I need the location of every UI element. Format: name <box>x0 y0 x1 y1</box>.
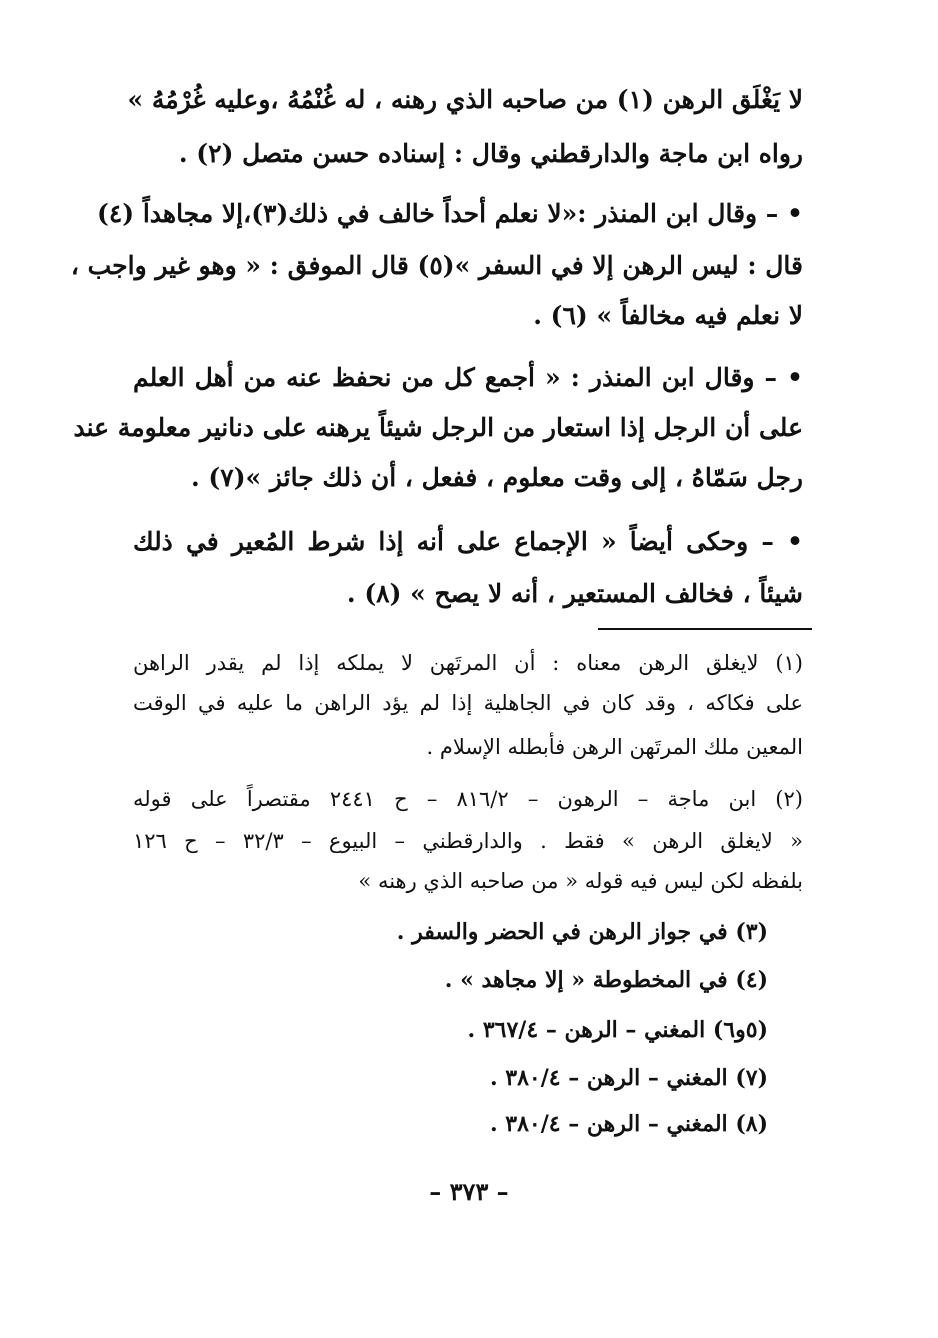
footnote-line-6: بلفظه لكن ليس فيه قوله « من صاحبه الذي رهنه » <box>358 869 803 893</box>
body-line-9: • – وحكى أيضاً « الإجماع على أنه إذا شرط المُعير في ذلك <box>133 527 803 556</box>
body-line-10: شيئاً ، فخالف المستعير ، أنه لا يصح » (٨) . <box>346 579 803 608</box>
body-line-7: على أن الرجل إذا استعار من الرجل شيئاً يرهنه على دنانير معلومة عند <box>73 413 803 442</box>
footnote-line-4: (٢) ابن ماجة – الرهون – ٨١٦/٢ – ح ٢٤٤١ مقتصراً على قوله <box>133 787 803 811</box>
footnote-line-3: المعين ملك المرتَهن الرهن فأبطله الإسلام . <box>426 735 803 759</box>
footnote-short-8: (٨) المغني – الرهن – ٣٨٠/٤ . <box>489 1111 768 1137</box>
body-line-2: رواه ابن ماجة والدارقطني وقال : إسناده حسن متصل (٢) . <box>178 139 803 168</box>
footnote-short-7: (٧) المغني – الرهن – ٣٨٠/٤ . <box>489 1065 768 1091</box>
footnote-line-5: « لايغلق الرهن » فقط . والدارقطني – البيوع – ٣٢/٣ – ح ١٢٦ <box>133 829 803 853</box>
footnote-short-4: (٤) في المخطوطة « إلا مجاهد » . <box>444 967 768 993</box>
footnote-short-3: (٣) في جواز الرهن في الحضر والسفر . <box>396 919 768 945</box>
footnote-short-5-6: (٥و٦) المغني – الرهن – ٣٦٧/٤ . <box>467 1017 768 1043</box>
body-line-3: • – وقال ابن المنذر :«لا نعلم أحداً خالف في ذلك(٣)،إلا مجاهداً (٤) <box>97 199 803 228</box>
body-line-4: قال : ليس الرهن إلا في السفر »(٥) قال الموفق : « وهو غير واجب ، <box>70 251 803 280</box>
body-line-8: رجل سَمّاهُ ، إلى وقت معلوم ، ففعل ، أن ذلك جائز »(٧) . <box>191 463 803 492</box>
footnote-line-2: على فكاكه ، وقد كان في الجاهلية إذا لم يؤد الراهن ما عليه في الوقت <box>133 691 803 715</box>
body-line-5: لا نعلم فيه مخالفاً » (٦) . <box>533 301 803 330</box>
body-line-1: لا يَغْلَق الرهن (١) من صاحبه الذي رهنه ، له غُنْمُهُ ،وعليه غُرْمُهُ » <box>127 85 803 114</box>
footnote-separator <box>598 628 812 630</box>
page-number: – ٣٧٣ – <box>429 1177 509 1206</box>
footnote-line-1: (١) لايغلق الرهن معناه : أن المرتَهن لا يملكه إذا لم يقدر الراهن <box>133 651 803 675</box>
body-line-6: • – وقال ابن المنذر : « أجمع كل من نحفظ عنه من أهل العلم <box>133 363 803 392</box>
